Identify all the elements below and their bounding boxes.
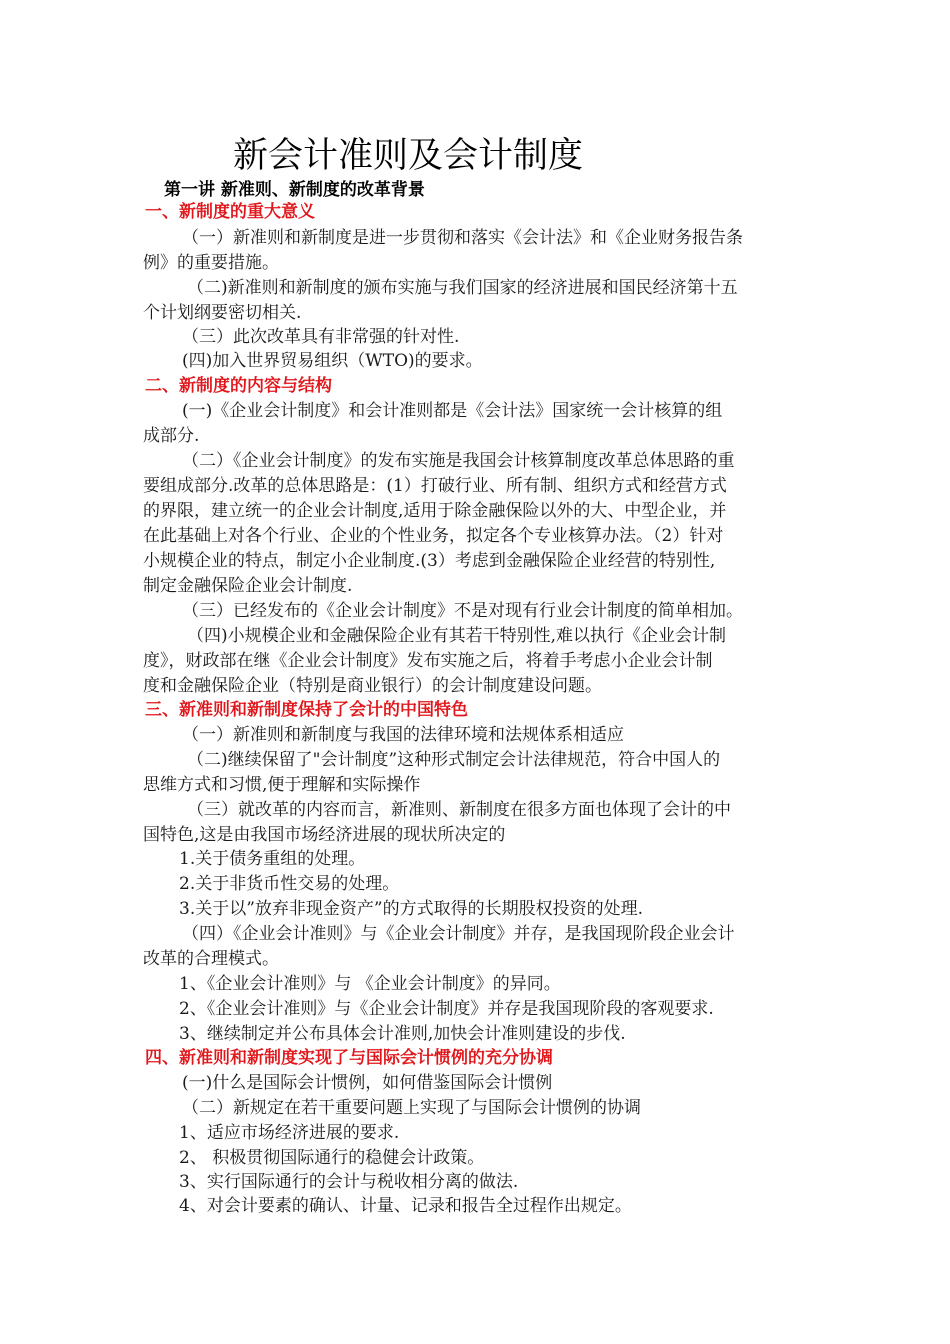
paragraph-line: 在此基础上对各个行业、企业的个性业务，拟定各个专业核算办法。（2）针对 (143, 526, 724, 546)
list-item: 1、适应市场经济进展的要求. (179, 1123, 400, 1143)
section-heading-4: 四、新准则和新制度实现了与国际会计惯例的充分协调 (145, 1048, 553, 1068)
paragraph-line: （二)新准则和新制度的颁布实施与我们国家的经济进展和国民经济第十五 (187, 278, 738, 298)
paragraph-line: （二）《企业会计制度》的发布实施是我国会计核算制度改革总体思路的重 (182, 451, 735, 471)
paragraph-line: 制定金融保险企业会计制度. (143, 576, 353, 596)
section-heading-1: 一、新制度的重大意义 (145, 202, 315, 222)
list-item: 1、《企业会计准则》与 《企业会计制度》的异同。 (179, 974, 561, 994)
paragraph-line: 思维方式和习惯,便于理解和实际操作 (143, 775, 421, 795)
list-item: 4、对会计要素的确认、计量、记录和报告全过程作出规定。 (179, 1196, 632, 1216)
paragraph-line: 例》的重要措施。 (143, 253, 279, 273)
section-heading-2: 二、新制度的内容与结构 (145, 376, 332, 396)
paragraph-line: 国特色,这是由我国市场经济进展的现状所决定的 (143, 825, 506, 845)
list-item: 2、 积极贯彻国际通行的稳健会计政策。 (179, 1148, 485, 1168)
paragraph-line: （二）新规定在若干重要问题上实现了与国际会计惯例的协调 (182, 1098, 641, 1118)
paragraph-line: （三）已经发布的《企业会计制度》不是对现有行业会计制度的简单相加。 (182, 601, 743, 621)
paragraph-line: 的界限，建立统一的企业会计制度,适用于除金融保险以外的大、中型企业，并 (143, 501, 727, 521)
list-item: 3.关于以”放弃非现金资产”的方式取得的长期股权投资的处理. (179, 899, 644, 919)
paragraph-line: (四)加入世界贸易组织（WTO)的要求。 (182, 351, 483, 371)
list-item: 3、实行国际通行的会计与税收相分离的做法. (179, 1172, 519, 1192)
paragraph-line: (一)《企业会计制度》和会计准则都是《会计法》国家统一会计核算的组 (182, 401, 723, 421)
paragraph-line: 成部分. (143, 426, 200, 446)
paragraph-line: （一）新准则和新制度是进一步贯彻和落实《会计法》和《企业财务报告条 (182, 228, 743, 248)
paragraph-line: （三）就改革的内容而言，新准则、新制度在很多方面也体现了会计的中 (187, 800, 731, 820)
paragraph-line: 要组成部分.改革的总体思路是：(1）打破行业、所有制、组织方式和经营方式 (143, 476, 727, 496)
paragraph-line: 度和金融保险企业（特别是商业银行）的会计制度建设问题。 (143, 676, 602, 696)
document-title: 新会计准则及会计制度 (233, 136, 584, 176)
paragraph-line: （三）此次改革具有非常强的针对性. (182, 327, 460, 347)
list-item: 2、《企业会计准则》与《企业会计制度》并存是我国现阶段的客观要求. (179, 999, 714, 1019)
list-item: 3、继续制定并公布具体会计准则,加快会计准则建设的步伐. (179, 1024, 626, 1044)
paragraph-line: 度》，财政部在继《企业会计制度》发布实施之后，将着手考虑小企业会计制 (143, 651, 713, 671)
paragraph-line: （二)继续保留了"会计制度”这种形式制定会计法律规范，符合中国人的 (187, 750, 721, 770)
paragraph-line: (一)什么是国际会计惯例，如何借鉴国际会计惯例 (182, 1073, 553, 1093)
paragraph-line: （四）《企业会计准则》与《企业会计制度》并存，是我国现阶段企业会计 (182, 924, 735, 944)
paragraph-line: 个计划纲要密切相关. (143, 303, 302, 323)
list-item: 2.关于非货币性交易的处理。 (179, 874, 400, 894)
paragraph-line: 改革的合理模式。 (143, 949, 279, 969)
lecture-title: 第一讲 新准则、新制度的改革背景 (164, 180, 425, 200)
section-heading-3: 三、新准则和新制度保持了会计的中国特色 (145, 700, 468, 720)
list-item: 1.关于债务重组的处理。 (179, 849, 366, 869)
paragraph-line: （四)小规模企业和金融保险企业有其若干特别性,难以执行《企业会计制 (187, 626, 727, 646)
paragraph-line: （一）新准则和新制度与我国的法律环境和法规体系相适应 (182, 725, 624, 745)
paragraph-line: 小规模企业的特点，制定小企业制度.(3）考虑到金融保险企业经营的特别性, (143, 551, 716, 571)
